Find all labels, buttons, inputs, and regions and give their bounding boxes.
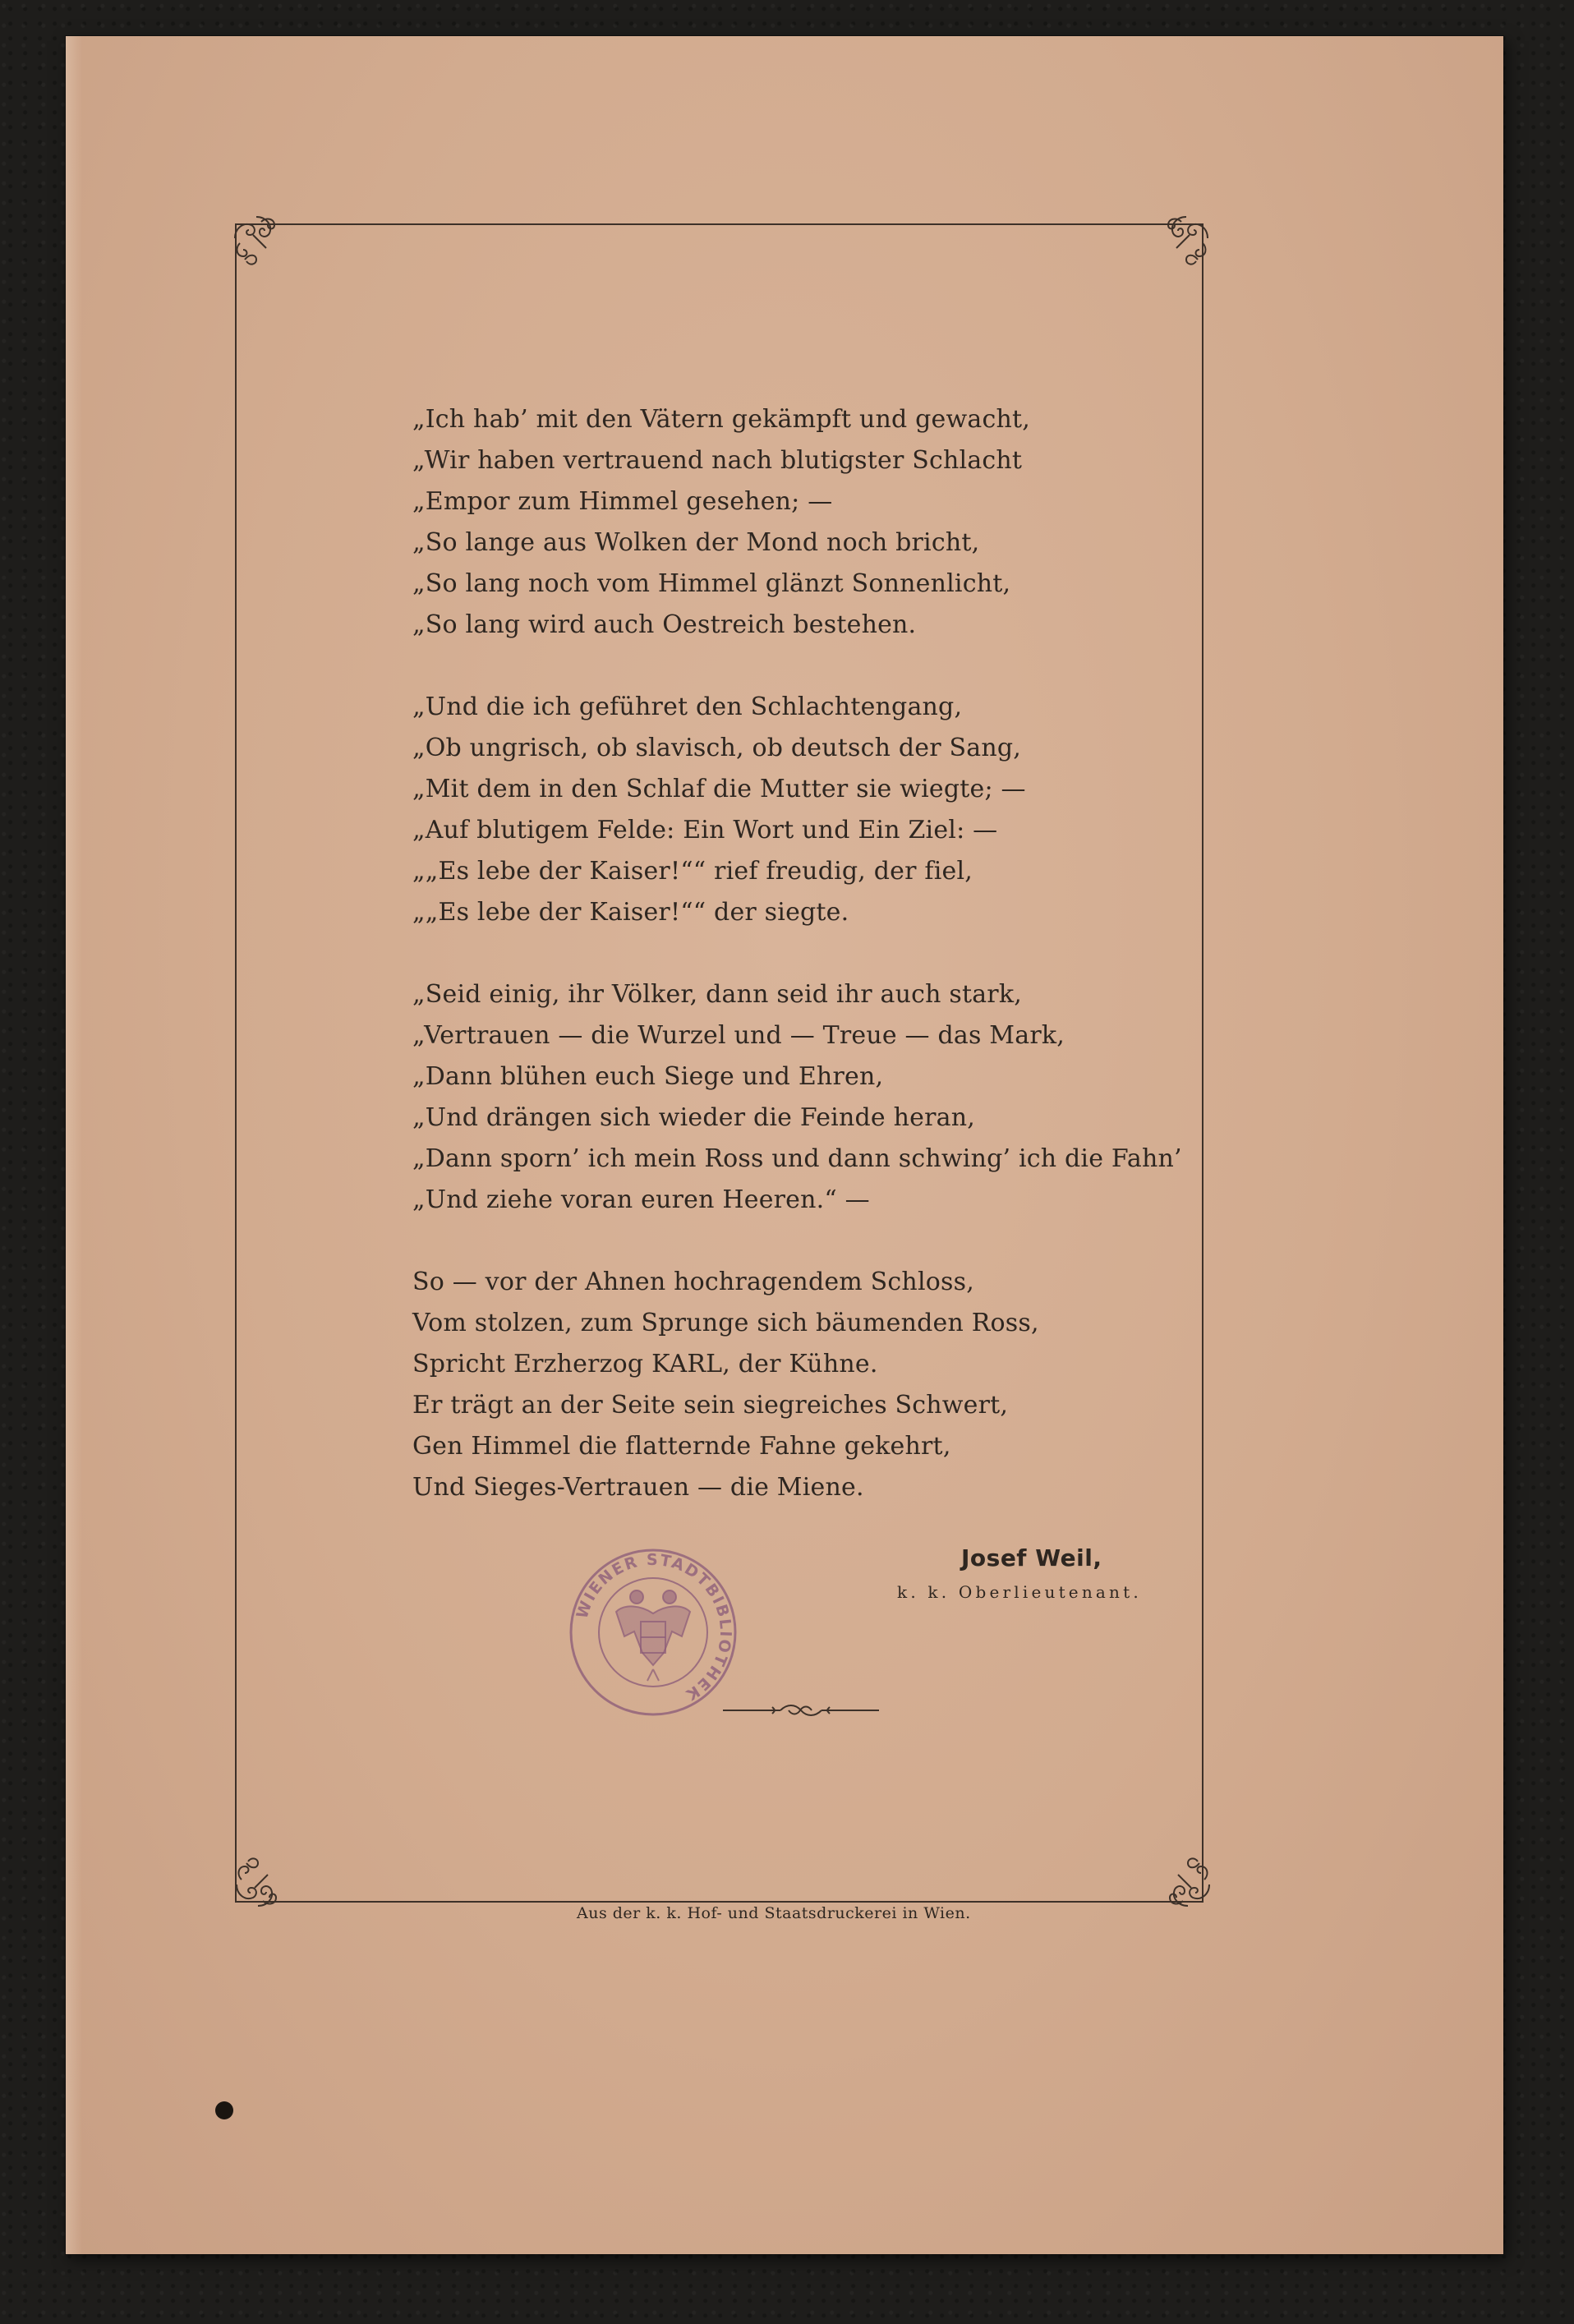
poem-line: „Vertrauen — die Wurzel und — Treue — das Mark, [412,1021,1065,1050]
poem-line: „Mit dem in den Schlaf die Mutter sie wiegte; — [412,775,1026,803]
library-stamp [567,1546,739,1719]
paper-edge-wear [66,36,82,2254]
poem-line: „„Es lebe der Kaiser!““ der siegte. [412,898,849,927]
poem-line: „„Es lebe der Kaiser!““ rief freudig, der fiel, [412,857,973,886]
corner-ornament-top-right-icon [1153,210,1214,271]
poem-line: Vom stolzen, zum Sprunge sich bäumenden Ross, [412,1309,1039,1337]
poem-line: „Und drängen sich wieder die Feinde heran, [412,1103,975,1132]
corner-ornament-top-left-icon [228,210,289,271]
poem-line: „Wir haben vertrauend nach blutigster Schlacht [412,446,1023,475]
decorative-flourish-icon [723,1700,879,1720]
author-signature: Josef Weil, [961,1544,1102,1572]
poem-line: „Dann blühen euch Siege und Ehren, [412,1062,884,1091]
poem-line: „So lange aus Wolken der Mond noch bricht, [412,528,980,557]
poem-line: „Auf blutigem Felde: Ein Wort und Ein Ziel: — [412,816,998,844]
poem-line: „Dann sporn’ ich mein Ross und dann schwing’ ich die Fahn’ [412,1144,1182,1173]
stanza [412,687,1201,933]
poem-line: Gen Himmel die flatternde Fahne gekehrt, [412,1432,951,1461]
poem-text [412,399,1201,1549]
poem-line: „Empor zum Himmel gesehen; — [412,487,833,516]
corner-ornament-bottom-right-icon [1155,1852,1216,1912]
ink-spot [215,2101,233,2119]
poem-line: „Seid einig, ihr Völker, dann seid ihr auch stark, [412,980,1022,1009]
poem-line: So — vor der Ahnen hochragendem Schloss, [412,1268,974,1296]
stanza [412,1262,1201,1508]
poem-line: „Ich hab’ mit den Vätern gekämpft und gewacht, [412,405,1030,434]
corner-ornament-bottom-left-icon [230,1852,291,1912]
poem-line: Spricht Erzherzog KARL, der Kühne. [412,1350,878,1378]
poem-line: „So lang wird auch Oestreich bestehen. [412,610,917,639]
stamp-text: WIENER STADTBIBLIOTHEK [573,1550,735,1705]
poem-line: Er trägt an der Seite sein siegreiches Schwert, [412,1391,1009,1420]
poem-line: Und Sieges-Vertrauen — die Miene. [412,1473,864,1502]
poem-line: „So lang noch vom Himmel glänzt Sonnenlicht, [412,569,1011,598]
poem-line: „Und die ich geführet den Schlachtengang, [412,693,963,721]
poem-line: „Und ziehe voran euren Heeren.“ — [412,1185,870,1214]
printer-imprint: Aus der k. k. Hof- und Staatsdruckerei in Wien. [577,1904,971,1922]
stanza [412,399,1201,646]
stanza [412,974,1201,1221]
eagle-crest-icon [616,1590,690,1681]
poem-line: „Ob ungrisch, ob slavisch, ob deutsch der Sang, [412,734,1021,762]
author-rank: k. k. Oberlieutenant. [897,1582,1142,1602]
